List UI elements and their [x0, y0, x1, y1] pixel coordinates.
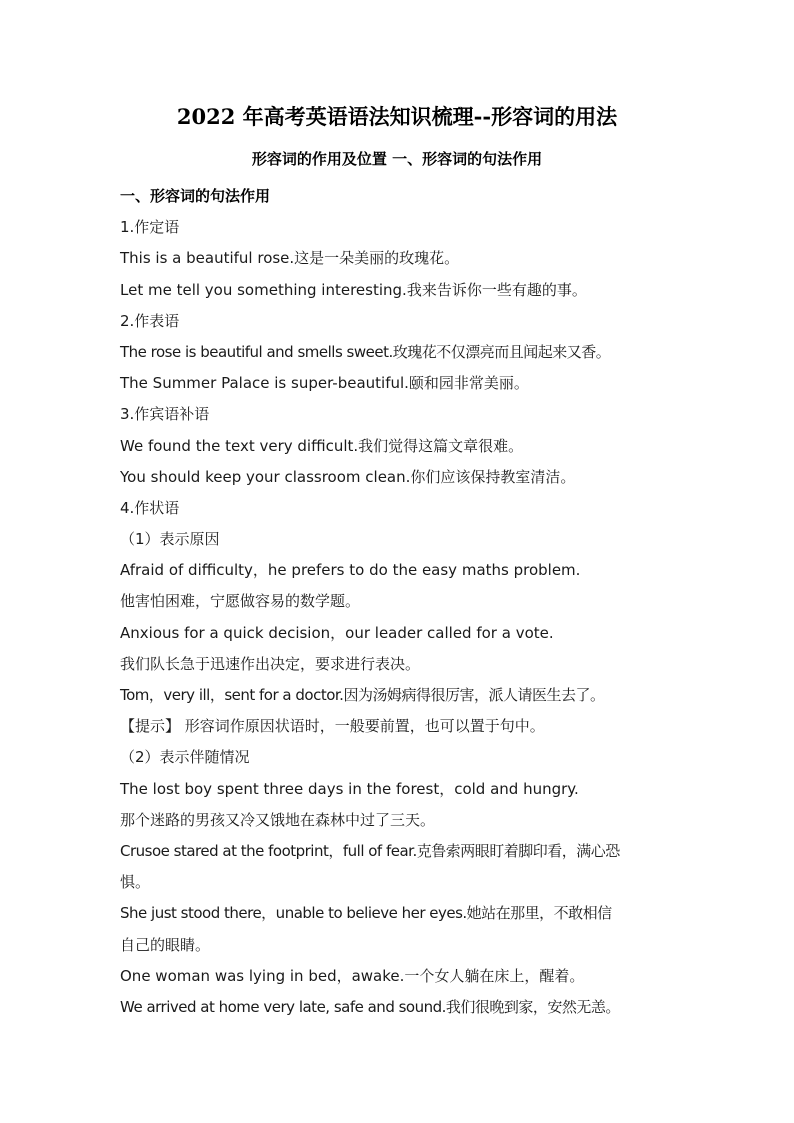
- example-sentence: You should keep your classroom clean.你们应该保持教室清洁。: [120, 467, 576, 486]
- example-sentence: The lost boy spent three days in the forest，cold and hungry.: [120, 779, 579, 798]
- example-sentence: We found the text very difficult.我们觉得这篇文章很难。: [120, 436, 524, 455]
- example-translation: 那个迷路的男孩又冷又饿地在森林中过了三天。: [120, 810, 436, 829]
- example-sentence: Afraid of difficulty，he prefers to do the easy maths problem.: [120, 561, 581, 580]
- example-sentence-continued: 惧。: [120, 873, 151, 892]
- example-sentence-continued: 自己的眼睛。: [120, 935, 211, 954]
- example-sentence: Crusoe stared at the footprint，full of fear.克鲁索两眼盯着脚印看，满心恐: [120, 841, 620, 860]
- subheading-attributive: 1.作定语: [120, 218, 180, 237]
- page-title: 2022 年高考英语语法知识梳理--形容词的用法: [176, 104, 618, 129]
- subheading-object-complement: 3.作宾语补语: [120, 405, 210, 424]
- example-sentence: We arrived at home very late, safe and sound.我们很晚到家，安然无恙。: [120, 997, 620, 1016]
- example-sentence: Tom，very ill，sent for a doctor.因为汤姆病得很厉害，派人请医生去了。: [120, 686, 605, 704]
- example-sentence: The rose is beautiful and smells sweet.玫瑰花不仅漂亮而且闻起来又香。: [120, 342, 611, 361]
- example-sentence: The Summer Palace is super-beautiful.颐和园非常美丽。: [120, 374, 529, 393]
- subheading-reason: （1）表示原因: [120, 530, 220, 549]
- example-sentence: This is a beautiful rose.这是一朵美丽的玫瑰花。: [120, 249, 460, 268]
- subheading-accompanying: （2）表示伴随情况: [120, 748, 250, 767]
- tip-note: 【提示】 形容词作原因状语时，一般要前置，也可以置于句中。: [120, 717, 545, 736]
- subheading-predicative: 2.作表语: [120, 311, 180, 330]
- page-subtitle: 形容词的作用及位置 一、形容词的句法作用: [251, 150, 543, 168]
- example-sentence: Let me tell you something interesting.我来告诉你一些有趣的事。: [120, 280, 587, 299]
- example-sentence: Anxious for a quick decision，our leader called for a vote.: [120, 623, 554, 642]
- example-translation: 他害怕困难，宁愿做容易的数学题。: [120, 592, 361, 611]
- example-translation: 我们队长急于迅速作出决定，要求进行表决。: [120, 654, 421, 673]
- subheading-adverbial: 4.作状语: [120, 498, 180, 517]
- document-body: [120, 181, 680, 1023]
- example-sentence: One woman was lying in bed，awake.一个女人躺在床上，醒着。: [120, 966, 585, 985]
- section-heading: 一、形容词的句法作用: [120, 187, 271, 205]
- example-sentence: She just stood there，unable to believe her eyes.她站在那里，不敢相信: [120, 904, 612, 923]
